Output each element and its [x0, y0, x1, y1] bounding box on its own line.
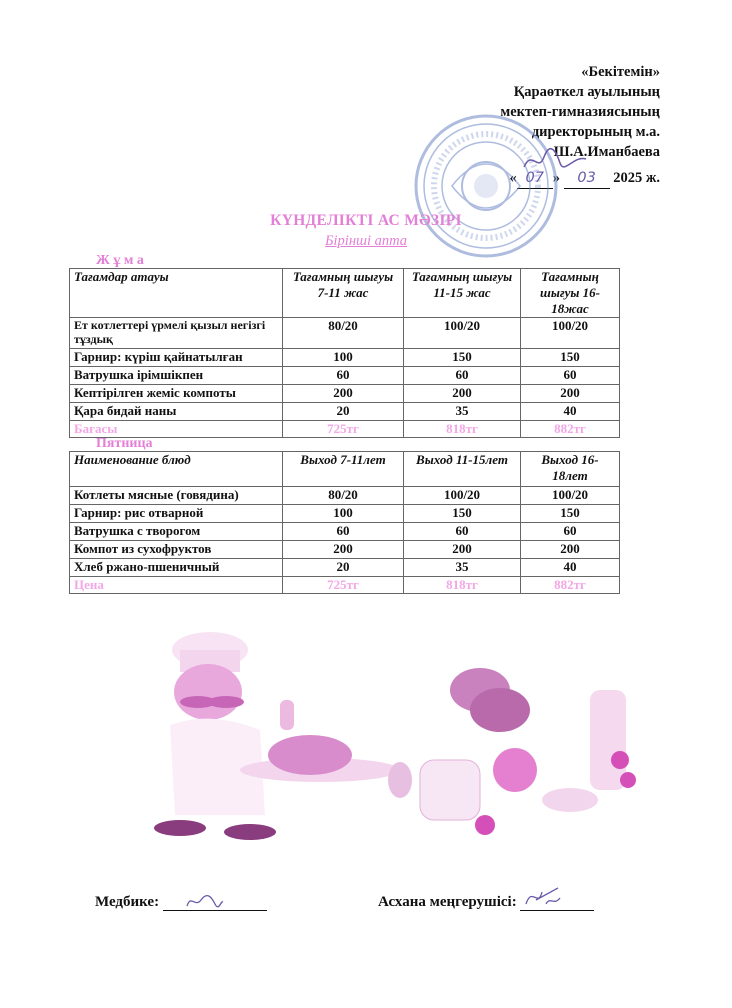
nurse-signature-block [95, 892, 267, 911]
header-cell: Выход 16-18лет [521, 452, 620, 487]
table-header-row [70, 269, 620, 318]
portion-cell: 150 [521, 349, 620, 367]
price-label: Бағасы [70, 421, 283, 438]
header-cell: Тағамдар атауы [70, 269, 283, 318]
date-day: 07 [517, 168, 553, 189]
portion-cell: 20 [283, 403, 404, 421]
table-row [70, 385, 620, 403]
header-cell: Наименование блюд [70, 452, 283, 487]
page-subtitle: Бірінші апта [324, 233, 408, 249]
table-row [70, 487, 620, 505]
portion-cell: 200 [283, 541, 404, 559]
dish-name: Гарнир: күріш қайнатылған [70, 349, 283, 367]
dish-name: Ватрушка с творогом [70, 523, 283, 541]
page-title: КҮНДЕЛІКТІ АС МӘЗІРІ [270, 212, 462, 229]
dish-name: Кептірілген жеміс компоты [70, 385, 283, 403]
nurse-signature-line [163, 892, 267, 911]
portion-cell: 200 [404, 541, 521, 559]
header-cell: Выход 7-11лет [283, 452, 404, 487]
portion-cell: 60 [283, 367, 404, 385]
day-label-kz: Ж ұ м а [96, 253, 144, 268]
dish-name: Котлеты мясные (говядина) [70, 487, 283, 505]
portion-cell: 200 [404, 385, 521, 403]
canteen-manager-label: Асхана меңгерушісі: [378, 894, 517, 910]
menu-table-ru [69, 451, 620, 594]
portion-cell: 35 [404, 559, 521, 577]
portion-cell: 100 [283, 505, 404, 523]
director-signature [520, 145, 590, 175]
portion-cell: 200 [283, 385, 404, 403]
table-row [70, 403, 620, 421]
price-cell: 818тг [404, 577, 521, 594]
table-row [70, 349, 620, 367]
portion-cell: 60 [521, 367, 620, 385]
portion-cell: 100 [283, 349, 404, 367]
nurse-label: Медбике: [95, 894, 160, 910]
price-row [70, 421, 620, 438]
portion-cell: 100/20 [521, 318, 620, 349]
portion-cell: 100/20 [521, 487, 620, 505]
price-cell: 818тг [404, 421, 521, 438]
canteen-signature-line [520, 892, 594, 911]
table-row [70, 541, 620, 559]
portion-cell: 150 [404, 349, 521, 367]
menu-table-kz [69, 268, 620, 438]
portion-cell: 40 [521, 403, 620, 421]
header-cell: Тағамның шығуы 11-15 жас [404, 269, 521, 318]
price-cell: 725тг [283, 577, 404, 594]
price-cell: 725тг [283, 421, 404, 438]
table-row [70, 505, 620, 523]
header-cell: Тағамның шығуы 7-11 жас [283, 269, 404, 318]
portion-cell: 200 [521, 385, 620, 403]
portion-cell: 40 [521, 559, 620, 577]
portion-cell: 80/20 [283, 318, 404, 349]
dish-name: Ет котлеттері үрмелі қызыл негізгі тұздық [70, 318, 283, 349]
dish-name: Ватрушка ірімшікпен [70, 367, 283, 385]
table-row [70, 367, 620, 385]
price-cell: 882тг [521, 577, 620, 594]
portion-cell: 60 [283, 523, 404, 541]
portion-cell: 100/20 [404, 487, 521, 505]
approval-line-3: мектеп-гимназиясының [500, 104, 660, 120]
dish-name: Қара бидай наны [70, 403, 283, 421]
table-row [70, 523, 620, 541]
portion-cell: 100/20 [404, 318, 521, 349]
table-row [70, 559, 620, 577]
price-cell: 882тг [521, 421, 620, 438]
canteen-signature [522, 884, 562, 910]
date-year: 2025 ж. [613, 170, 660, 186]
chef-and-food-illustration [150, 630, 650, 850]
dish-name: Компот из сухофруктов [70, 541, 283, 559]
approval-line-2: Қараөткел ауылының [513, 84, 660, 100]
portion-cell: 60 [404, 367, 521, 385]
day-label-ru: Пятница [96, 436, 153, 451]
portion-cell: 80/20 [283, 487, 404, 505]
portion-cell: 20 [283, 559, 404, 577]
canteen-signature-block [378, 892, 594, 911]
dish-name: Гарнир: рис отварной [70, 505, 283, 523]
portion-cell: 60 [404, 523, 521, 541]
header-cell: Тағамның шығуы 16-18жас [521, 269, 620, 318]
portion-cell: 150 [521, 505, 620, 523]
date-close-quote: » [552, 170, 560, 186]
dish-name: Хлеб ржано-пшеничный [70, 559, 283, 577]
approval-line-1: «Бекітемін» [581, 64, 660, 80]
portion-cell: 200 [521, 541, 620, 559]
date-open-quote: « [509, 170, 517, 186]
price-label: Цена [70, 577, 283, 594]
portion-cell: 35 [404, 403, 521, 421]
portion-cell: 150 [404, 505, 521, 523]
header-cell: Выход 11-15лет [404, 452, 521, 487]
nurse-signature [185, 892, 225, 910]
price-row [70, 577, 620, 594]
table-header-row [70, 452, 620, 487]
approval-line-5: Ш.А.Иманбаева [553, 144, 660, 160]
portion-cell: 60 [521, 523, 620, 541]
table-row [70, 318, 620, 349]
approval-line-4: директорының м.а. [531, 124, 660, 140]
date-month: 03 [564, 168, 610, 189]
